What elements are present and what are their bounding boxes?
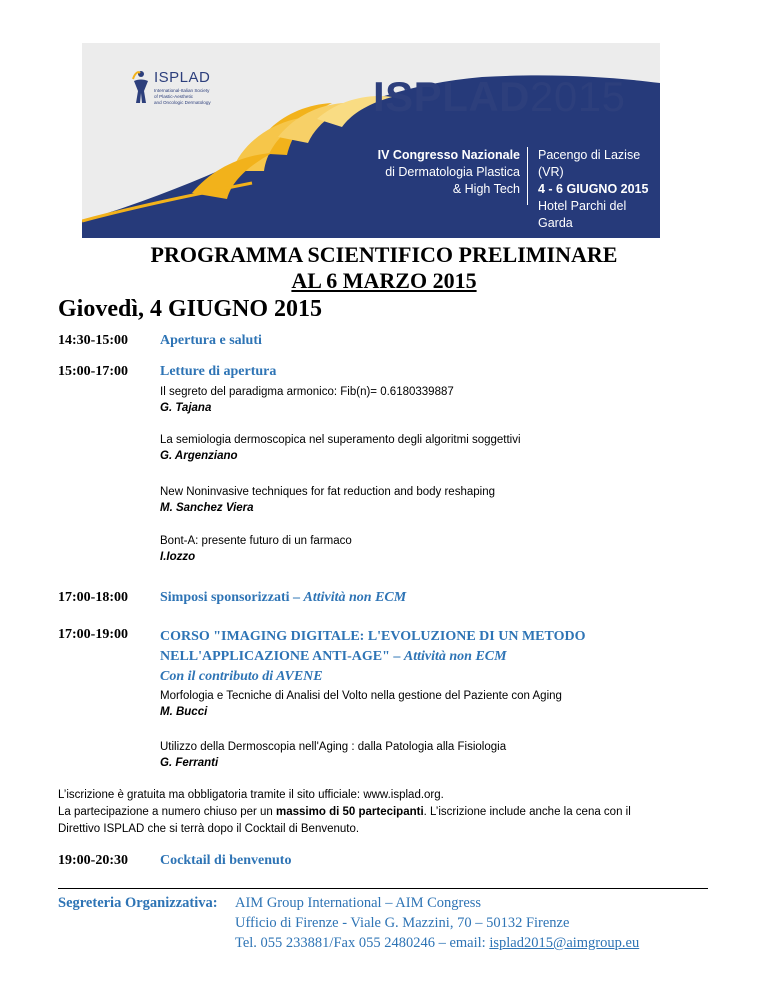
footer-line: AIM Group International – AIM Congress [235,895,482,911]
talk-title: Utilizzo della Dermoscopia nell'Aging : dalla Patologia alla Fisiologia [160,741,507,753]
talk-item [160,533,352,565]
talk-item [160,484,495,516]
session-title: Cocktail di benvenuto [160,853,292,868]
ecm-note: Attività non ECM [303,590,407,605]
session-title: Apertura e saluti [160,333,262,348]
session-time: 19:00-20:30 [58,853,128,868]
session-title: CORSO "IMAGING DIGITALE: L'EVOLUZIONE DI UN METODO NELL'APPLICAZIONE ANTI-AGE" – Attività non ECM Con il contributo di AVENE [160,627,585,687]
day-heading: Giovedì, 4 GIUGNO 2015 [58,296,323,322]
footer-divider [58,888,708,889]
venue-info: Pacengo di Lazise (VR) 4 - 6 GIUGNO 2015 Hotel Parchi del Garda [538,148,649,230]
session-time: 17:00-19:00 [58,627,128,642]
talk-title: New Noninvasive techniques for fat reduction and body reshaping [160,486,495,498]
footer-line: Ufficio di Firenze - Viale G. Mazzini, 70 – 50132 Firenze [235,915,570,931]
talk-item [160,688,562,720]
sponsor-note: Con il contributo di AVENE [160,669,323,684]
talk-title: Il segreto del paradigma armonico: Fib(n)= 0.6180339887 [160,386,454,398]
footer-line: Tel. 055 233881/Fax 055 2480246 – email: isplad2015@aimgroup.eu [235,935,640,951]
email-link[interactable]: isplad2015@aimgroup.eu [489,935,640,951]
footer-label: Segreteria Organizzativa: [58,895,218,911]
logo-subtitle: International-Italian Society of Plastic-Aesthetic and Oncologic Dermatology [154,88,211,105]
talk-speaker: G. Argenziano [160,450,238,462]
program-title: PROGRAMMA SCIENTIFICO PRELIMINARE [150,242,618,267]
talk-speaker: M. Sanchez Viera [160,502,254,514]
session-title: Letture di apertura [160,364,277,379]
talk-item [160,384,454,416]
ecm-note: Attività non ECM [403,649,507,664]
talk-title: Morfologia e Tecniche di Analisi del Volto nella gestione del Paziente con Aging [160,690,562,702]
talk-speaker: M. Bucci [160,706,208,718]
event-banner [82,43,660,238]
program-date: AL 6 MARZO 2015 [291,268,477,293]
session-time: 17:00-18:00 [58,590,128,605]
session-title: Simposi sponsorizzati – Attività non ECM [160,590,407,605]
congress-info: IV Congresso Nazionale di Dermatologia Plastica & High Tech [377,148,520,196]
talk-title: Bont-A: presente futuro di un farmaco [160,535,352,547]
talk-speaker: I.Iozzo [160,551,196,563]
logo-figure-icon [132,69,150,105]
talk-speaker: G. Ferranti [160,757,219,769]
logo-name: ISPLAD [154,69,211,86]
event-title: ISPLAD2015 [373,73,626,120]
talk-item [160,432,521,464]
talk-speaker: G. Tajana [160,402,212,414]
banner-divider [527,147,528,205]
registration-notes: L’iscrizione è gratuita ma obbligatoria tramite il sito ufficiale: www.isplad.org. La partecipazione a numero chiuso per un massimo di 50 partecipanti. L’iscrizione include anche la cena con il Direttivo ISPLAD che si terrà dopo il Cocktail di Benvenuto. [58,789,631,835]
session-time: 14:30-15:00 [58,333,128,348]
session-time: 15:00-17:00 [58,364,128,379]
talk-item [160,739,506,771]
talk-title: La semiologia dermoscopica nel superamento degli algoritmi soggettivi [160,434,521,446]
